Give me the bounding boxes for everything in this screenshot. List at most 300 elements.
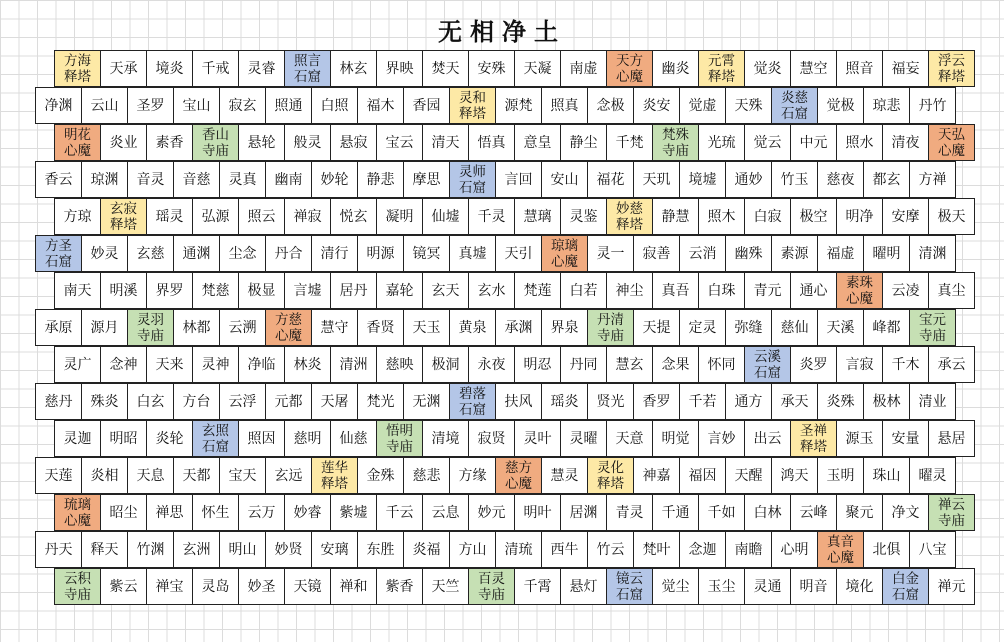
board-cell[interactable]: 极天 [928, 198, 975, 235]
board-cell[interactable]: 丹竹 [909, 87, 956, 124]
board-cell[interactable]: 炎罗 [790, 346, 837, 383]
board-cell[interactable]: 天凝 [514, 50, 561, 87]
board-cell[interactable]: 南天 [54, 272, 101, 309]
board-cell[interactable]: 悬灯 [560, 568, 607, 605]
board-cell[interactable]: 福因 [679, 457, 726, 494]
board-cell[interactable]: 千灵 [468, 198, 515, 235]
board-cell[interactable]: 昭尘 [100, 494, 147, 531]
board-cell[interactable]: 天息 [127, 457, 174, 494]
board-cell[interactable]: 妙灵 [81, 235, 128, 272]
board-cell[interactable]: 境化 [836, 568, 883, 605]
board-cell[interactable]: 千通 [652, 494, 699, 531]
grotto-cell[interactable]: 炎慈 石窟 [771, 87, 818, 124]
board-cell[interactable]: 禅宝 [146, 568, 193, 605]
board-cell[interactable]: 妙睿 [284, 494, 331, 531]
board-cell[interactable]: 天玑 [633, 161, 680, 198]
board-cell[interactable]: 云凌 [882, 272, 929, 309]
board-cell[interactable]: 极显 [238, 272, 285, 309]
board-cell[interactable]: 天都 [173, 457, 220, 494]
board-cell[interactable]: 妙圣 [238, 568, 285, 605]
board-cell[interactable]: 方缘 [449, 457, 496, 494]
stupa-cell[interactable]: 玄寂 释塔 [100, 198, 147, 235]
board-cell[interactable]: 灵迦 [54, 420, 101, 457]
board-cell[interactable]: 慈明 [284, 420, 331, 457]
board-cell[interactable]: 通方 [725, 383, 772, 420]
board-cell[interactable]: 照通 [265, 87, 312, 124]
board-cell[interactable]: 明昭 [100, 420, 147, 457]
board-cell[interactable]: 通心 [790, 272, 837, 309]
board-cell[interactable]: 灵真 [219, 161, 266, 198]
board-cell[interactable]: 寂玄 [219, 87, 266, 124]
board-cell[interactable]: 香罗 [633, 383, 680, 420]
board-cell[interactable]: 香园 [403, 87, 450, 124]
board-cell[interactable]: 瑶炎 [541, 383, 588, 420]
board-cell[interactable]: 幽南 [265, 161, 312, 198]
board-cell[interactable]: 念迦 [679, 531, 726, 568]
board-cell[interactable]: 嘉轮 [376, 272, 423, 309]
board-cell[interactable]: 玄远 [265, 457, 312, 494]
board-cell[interactable]: 梵慈 [192, 272, 239, 309]
board-cell[interactable]: 云万 [238, 494, 285, 531]
board-cell[interactable]: 安殊 [468, 50, 515, 87]
board-cell[interactable]: 觉虚 [679, 87, 726, 124]
board-cell[interactable]: 天竺 [422, 568, 469, 605]
board-cell[interactable]: 白若 [560, 272, 607, 309]
board-cell[interactable]: 灵曜 [560, 420, 607, 457]
board-cell[interactable]: 玄慈 [127, 235, 174, 272]
board-cell[interactable]: 南瞻 [725, 531, 772, 568]
board-cell[interactable]: 西牛 [541, 531, 588, 568]
board-cell[interactable]: 千戒 [192, 50, 239, 87]
temple-cell[interactable]: 香山 寺庙 [192, 124, 239, 161]
demon-cell[interactable]: 真音 心魔 [817, 531, 864, 568]
board-cell[interactable]: 极空 [790, 198, 837, 235]
board-cell[interactable]: 金殊 [357, 457, 404, 494]
board-cell[interactable]: 慧空 [790, 50, 837, 87]
board-cell[interactable]: 玄洲 [173, 531, 220, 568]
board-cell[interactable]: 青元 [744, 272, 791, 309]
board-cell[interactable]: 炎安 [633, 87, 680, 124]
board-cell[interactable]: 天承 [100, 50, 147, 87]
board-cell[interactable]: 林炎 [284, 346, 331, 383]
board-cell[interactable]: 云山 [81, 87, 128, 124]
stupa-cell[interactable]: 圣禅 释塔 [790, 420, 837, 457]
board-cell[interactable]: 觉云 [744, 124, 791, 161]
board-cell[interactable]: 清业 [909, 383, 956, 420]
board-cell[interactable]: 梵叶 [633, 531, 680, 568]
board-cell[interactable]: 紫云 [100, 568, 147, 605]
board-cell[interactable]: 宝云 [376, 124, 423, 161]
board-cell[interactable]: 香贤 [357, 309, 404, 346]
board-cell[interactable]: 承渊 [495, 309, 542, 346]
board-cell[interactable]: 出云 [744, 420, 791, 457]
board-cell[interactable]: 灵岛 [192, 568, 239, 605]
board-cell[interactable]: 云消 [679, 235, 726, 272]
board-cell[interactable]: 意皇 [514, 124, 561, 161]
board-cell[interactable]: 云息 [422, 494, 469, 531]
board-cell[interactable]: 清琉 [495, 531, 542, 568]
board-cell[interactable]: 东胜 [357, 531, 404, 568]
grotto-cell[interactable]: 白金 石窟 [882, 568, 929, 605]
board-cell[interactable]: 源玉 [836, 420, 883, 457]
stupa-cell[interactable]: 元霄 释塔 [698, 50, 745, 87]
board-cell[interactable]: 怀同 [698, 346, 745, 383]
board-cell[interactable]: 扶风 [495, 383, 542, 420]
board-cell[interactable]: 贤光 [587, 383, 634, 420]
board-cell[interactable]: 摩思 [403, 161, 450, 198]
board-cell[interactable]: 禅和 [330, 568, 377, 605]
board-cell[interactable]: 鸿天 [771, 457, 818, 494]
board-cell[interactable]: 林玄 [330, 50, 377, 87]
demon-cell[interactable]: 素珠 心魔 [836, 272, 883, 309]
board-cell[interactable]: 言回 [495, 161, 542, 198]
board-cell[interactable]: 白玄 [127, 383, 174, 420]
board-cell[interactable]: 千如 [698, 494, 745, 531]
board-cell[interactable]: 云峰 [790, 494, 837, 531]
board-cell[interactable]: 清洲 [330, 346, 377, 383]
board-cell[interactable]: 白照 [311, 87, 358, 124]
board-cell[interactable]: 瑶灵 [146, 198, 193, 235]
board-cell[interactable]: 神尘 [606, 272, 653, 309]
board-cell[interactable]: 南虚 [560, 50, 607, 87]
board-cell[interactable]: 炎相 [81, 457, 128, 494]
board-cell[interactable]: 悬居 [928, 420, 975, 457]
board-cell[interactable]: 曜明 [863, 235, 910, 272]
board-cell[interactable]: 静尘 [560, 124, 607, 161]
grotto-cell[interactable]: 灵师 石窟 [449, 161, 496, 198]
stupa-cell[interactable]: 灵化 释塔 [587, 457, 634, 494]
board-cell[interactable]: 白寂 [744, 198, 791, 235]
board-cell[interactable]: 念果 [652, 346, 699, 383]
demon-cell[interactable]: 慈方 心魔 [495, 457, 542, 494]
board-cell[interactable]: 慧玄 [606, 346, 653, 383]
board-cell[interactable]: 清天 [422, 124, 469, 161]
board-cell[interactable]: 明觉 [652, 420, 699, 457]
board-cell[interactable]: 灵广 [54, 346, 101, 383]
board-cell[interactable]: 禅寂 [284, 198, 331, 235]
board-cell[interactable]: 禅元 [928, 568, 975, 605]
board-cell[interactable]: 念神 [100, 346, 147, 383]
board-cell[interactable]: 云浮 [219, 383, 266, 420]
board-cell[interactable]: 竹玉 [771, 161, 818, 198]
board-cell[interactable]: 炎殊 [817, 383, 864, 420]
board-cell[interactable]: 紫香 [376, 568, 423, 605]
board-cell[interactable]: 天镜 [284, 568, 331, 605]
board-cell[interactable]: 白珠 [698, 272, 745, 309]
board-cell[interactable]: 慈仙 [771, 309, 818, 346]
board-cell[interactable]: 方山 [449, 531, 496, 568]
board-cell[interactable]: 玉明 [817, 457, 864, 494]
board-cell[interactable]: 梵莲 [514, 272, 561, 309]
board-cell[interactable]: 聚元 [836, 494, 883, 531]
board-cell[interactable]: 照音 [836, 50, 883, 87]
board-cell[interactable]: 千木 [882, 346, 929, 383]
board-cell[interactable]: 竹云 [587, 531, 634, 568]
board-cell[interactable]: 界映 [376, 50, 423, 87]
board-cell[interactable]: 无渊 [403, 383, 450, 420]
board-cell[interactable]: 仙慈 [330, 420, 377, 457]
board-cell[interactable]: 都玄 [863, 161, 910, 198]
board-cell[interactable]: 极林 [863, 383, 910, 420]
board-cell[interactable]: 天殊 [725, 87, 772, 124]
board-cell[interactable]: 安山 [541, 161, 588, 198]
board-cell[interactable]: 悬轮 [238, 124, 285, 161]
board-cell[interactable]: 明忍 [514, 346, 561, 383]
board-cell[interactable]: 般灵 [284, 124, 331, 161]
board-cell[interactable]: 镜冥 [403, 235, 450, 272]
board-cell[interactable]: 北俱 [863, 531, 910, 568]
board-cell[interactable]: 居丹 [330, 272, 377, 309]
temple-cell[interactable]: 宝元 寺庙 [909, 309, 956, 346]
board-cell[interactable]: 永夜 [468, 346, 515, 383]
board-cell[interactable]: 焚天 [422, 50, 469, 87]
board-cell[interactable]: 寂贤 [468, 420, 515, 457]
board-cell[interactable]: 幽炎 [652, 50, 699, 87]
board-cell[interactable]: 福妄 [882, 50, 929, 87]
board-cell[interactable]: 灵神 [192, 346, 239, 383]
grotto-cell[interactable]: 碧落 石窟 [449, 383, 496, 420]
board-cell[interactable]: 玄水 [468, 272, 515, 309]
board-cell[interactable]: 言妙 [698, 420, 745, 457]
board-cell[interactable]: 玉尘 [698, 568, 745, 605]
stupa-cell[interactable]: 灵和 释塔 [449, 87, 496, 124]
board-cell[interactable]: 明净 [836, 198, 883, 235]
board-cell[interactable]: 天提 [633, 309, 680, 346]
board-cell[interactable]: 觉尘 [652, 568, 699, 605]
board-cell[interactable]: 千霄 [514, 568, 561, 605]
stupa-cell[interactable]: 浮云 释塔 [928, 50, 975, 87]
board-cell[interactable]: 音慈 [173, 161, 220, 198]
board-cell[interactable]: 静慧 [652, 198, 699, 235]
demon-cell[interactable]: 天方 心魔 [606, 50, 653, 87]
board-cell[interactable]: 炎轮 [146, 420, 193, 457]
board-cell[interactable]: 慈悲 [403, 457, 450, 494]
board-cell[interactable]: 天莲 [35, 457, 82, 494]
board-cell[interactable]: 静悲 [357, 161, 404, 198]
board-cell[interactable]: 定灵 [679, 309, 726, 346]
temple-cell[interactable]: 悟明 寺庙 [376, 420, 423, 457]
board-cell[interactable]: 真墟 [449, 235, 496, 272]
board-cell[interactable]: 天玉 [403, 309, 450, 346]
board-cell[interactable]: 曜灵 [909, 457, 956, 494]
board-cell[interactable]: 念极 [587, 87, 634, 124]
board-cell[interactable]: 清境 [422, 420, 469, 457]
stupa-cell[interactable]: 妙慈 释塔 [606, 198, 653, 235]
board-cell[interactable]: 琼渊 [81, 161, 128, 198]
board-cell[interactable]: 音灵 [127, 161, 174, 198]
board-cell[interactable]: 言墟 [284, 272, 331, 309]
board-cell[interactable]: 殊炎 [81, 383, 128, 420]
temple-cell[interactable]: 梵殊 寺庙 [652, 124, 699, 161]
board-cell[interactable]: 安璃 [311, 531, 358, 568]
board-cell[interactable]: 慧灵 [541, 457, 588, 494]
board-cell[interactable]: 慧守 [311, 309, 358, 346]
board-cell[interactable]: 宝天 [219, 457, 266, 494]
board-cell[interactable]: 承天 [771, 383, 818, 420]
temple-cell[interactable]: 百灵 寺庙 [468, 568, 515, 605]
board-cell[interactable]: 林都 [173, 309, 220, 346]
board-cell[interactable]: 神嘉 [633, 457, 680, 494]
board-cell[interactable]: 方琼 [54, 198, 101, 235]
board-cell[interactable]: 天醒 [725, 457, 772, 494]
board-cell[interactable]: 净渊 [35, 87, 82, 124]
board-cell[interactable]: 玄天 [422, 272, 469, 309]
board-cell[interactable]: 安量 [882, 420, 929, 457]
board-cell[interactable]: 释天 [81, 531, 128, 568]
board-cell[interactable]: 明源 [357, 235, 404, 272]
grotto-cell[interactable]: 方圣 石窟 [35, 235, 82, 272]
board-cell[interactable]: 真尘 [928, 272, 975, 309]
board-cell[interactable]: 界泉 [541, 309, 588, 346]
board-cell[interactable]: 净文 [882, 494, 929, 531]
board-cell[interactable]: 悦玄 [330, 198, 377, 235]
board-cell[interactable]: 妙贤 [265, 531, 312, 568]
board-cell[interactable]: 通妙 [725, 161, 772, 198]
demon-cell[interactable]: 琼璃 心魔 [541, 235, 588, 272]
board-cell[interactable]: 怀生 [192, 494, 239, 531]
board-cell[interactable]: 觉极 [817, 87, 864, 124]
board-cell[interactable]: 天屠 [311, 383, 358, 420]
board-cell[interactable]: 琼悲 [863, 87, 910, 124]
grotto-cell[interactable]: 玄照 石窟 [192, 420, 239, 457]
board-cell[interactable]: 慈映 [376, 346, 423, 383]
board-cell[interactable]: 方台 [173, 383, 220, 420]
board-cell[interactable]: 慈夜 [817, 161, 864, 198]
board-cell[interactable]: 八宝 [909, 531, 956, 568]
board-cell[interactable]: 香云 [35, 161, 82, 198]
board-cell[interactable]: 弥缝 [725, 309, 772, 346]
board-cell[interactable]: 竹渊 [127, 531, 174, 568]
board-cell[interactable]: 元都 [265, 383, 312, 420]
board-cell[interactable]: 灵一 [587, 235, 634, 272]
board-cell[interactable]: 中元 [790, 124, 837, 161]
board-cell[interactable]: 天意 [606, 420, 653, 457]
board-cell[interactable]: 青灵 [606, 494, 653, 531]
board-cell[interactable]: 白林 [744, 494, 791, 531]
board-cell[interactable]: 光琉 [698, 124, 745, 161]
board-cell[interactable]: 承云 [928, 346, 975, 383]
board-cell[interactable]: 方禅 [909, 161, 956, 198]
board-cell[interactable]: 素香 [146, 124, 193, 161]
board-cell[interactable]: 境炎 [146, 50, 193, 87]
board-cell[interactable]: 悬寂 [330, 124, 377, 161]
grotto-cell[interactable]: 云溪 石窟 [744, 346, 791, 383]
board-cell[interactable]: 清夜 [882, 124, 929, 161]
board-cell[interactable]: 幽殊 [725, 235, 772, 272]
board-cell[interactable]: 峰都 [863, 309, 910, 346]
board-cell[interactable]: 慈丹 [35, 383, 82, 420]
board-cell[interactable]: 灵鉴 [560, 198, 607, 235]
board-cell[interactable]: 炎福 [403, 531, 450, 568]
board-cell[interactable]: 天来 [146, 346, 193, 383]
board-cell[interactable]: 真吾 [652, 272, 699, 309]
board-cell[interactable]: 福花 [587, 161, 634, 198]
board-cell[interactable]: 丹合 [265, 235, 312, 272]
board-cell[interactable]: 清渊 [909, 235, 956, 272]
stupa-cell[interactable]: 方海 释塔 [54, 50, 101, 87]
board-cell[interactable]: 觉炎 [744, 50, 791, 87]
board-cell[interactable]: 照真 [541, 87, 588, 124]
board-cell[interactable]: 禅思 [146, 494, 193, 531]
board-cell[interactable]: 照云 [238, 198, 285, 235]
board-cell[interactable]: 慧璃 [514, 198, 561, 235]
board-cell[interactable]: 照因 [238, 420, 285, 457]
board-cell[interactable]: 明山 [219, 531, 266, 568]
board-cell[interactable]: 妙元 [468, 494, 515, 531]
board-cell[interactable]: 福虚 [817, 235, 864, 272]
board-cell[interactable]: 灵睿 [238, 50, 285, 87]
temple-cell[interactable]: 禅云 寺庙 [928, 494, 975, 531]
board-cell[interactable]: 千云 [376, 494, 423, 531]
board-cell[interactable]: 宝山 [173, 87, 220, 124]
board-cell[interactable]: 境墟 [679, 161, 726, 198]
temple-cell[interactable]: 灵羽 寺庙 [127, 309, 174, 346]
board-cell[interactable]: 圣罗 [127, 87, 174, 124]
board-cell[interactable]: 天引 [495, 235, 542, 272]
board-cell[interactable]: 净临 [238, 346, 285, 383]
board-cell[interactable]: 妙轮 [311, 161, 358, 198]
demon-cell[interactable]: 琉璃 心魔 [54, 494, 101, 531]
board-cell[interactable]: 黄泉 [449, 309, 496, 346]
board-cell[interactable]: 梵光 [357, 383, 404, 420]
board-cell[interactable]: 通渊 [173, 235, 220, 272]
board-cell[interactable]: 明音 [790, 568, 837, 605]
board-cell[interactable]: 居渊 [560, 494, 607, 531]
board-cell[interactable]: 珠山 [863, 457, 910, 494]
board-cell[interactable]: 寂善 [633, 235, 680, 272]
board-cell[interactable]: 弘源 [192, 198, 239, 235]
temple-cell[interactable]: 云积 寺庙 [54, 568, 101, 605]
board-cell[interactable]: 千梵 [606, 124, 653, 161]
board-cell[interactable]: 炎业 [100, 124, 147, 161]
board-cell[interactable]: 源月 [81, 309, 128, 346]
demon-cell[interactable]: 方慈 心魔 [265, 309, 312, 346]
board-cell[interactable]: 界罗 [146, 272, 193, 309]
temple-cell[interactable]: 丹清 寺庙 [587, 309, 634, 346]
board-cell[interactable]: 言寂 [836, 346, 883, 383]
board-cell[interactable]: 明溪 [100, 272, 147, 309]
board-cell[interactable]: 灵叶 [514, 420, 561, 457]
board-cell[interactable]: 安摩 [882, 198, 929, 235]
board-cell[interactable]: 丹天 [35, 531, 82, 568]
board-cell[interactable]: 素源 [771, 235, 818, 272]
board-cell[interactable]: 照水 [836, 124, 883, 161]
board-cell[interactable]: 凝明 [376, 198, 423, 235]
board-cell[interactable]: 紫墟 [330, 494, 377, 531]
board-cell[interactable]: 丹同 [560, 346, 607, 383]
demon-cell[interactable]: 天弘 心魔 [928, 124, 975, 161]
board-cell[interactable]: 源梵 [495, 87, 542, 124]
board-cell[interactable]: 仙墟 [422, 198, 469, 235]
board-cell[interactable]: 云溯 [219, 309, 266, 346]
board-cell[interactable]: 照木 [698, 198, 745, 235]
board-cell[interactable]: 心明 [771, 531, 818, 568]
board-cell[interactable]: 悟真 [468, 124, 515, 161]
grotto-cell[interactable]: 照言 石窟 [284, 50, 331, 87]
board-cell[interactable]: 明叶 [514, 494, 561, 531]
demon-cell[interactable]: 明花 心魔 [54, 124, 101, 161]
board-cell[interactable]: 天溪 [817, 309, 864, 346]
board-cell[interactable]: 承原 [35, 309, 82, 346]
board-cell[interactable]: 福木 [357, 87, 404, 124]
grotto-cell[interactable]: 镜云 石窟 [606, 568, 653, 605]
board-cell[interactable]: 极洞 [422, 346, 469, 383]
board-cell[interactable]: 千若 [679, 383, 726, 420]
board-cell[interactable]: 清行 [311, 235, 358, 272]
board-cell[interactable]: 灵通 [744, 568, 791, 605]
stupa-cell[interactable]: 莲华 释塔 [311, 457, 358, 494]
board-cell[interactable]: 尘念 [219, 235, 266, 272]
